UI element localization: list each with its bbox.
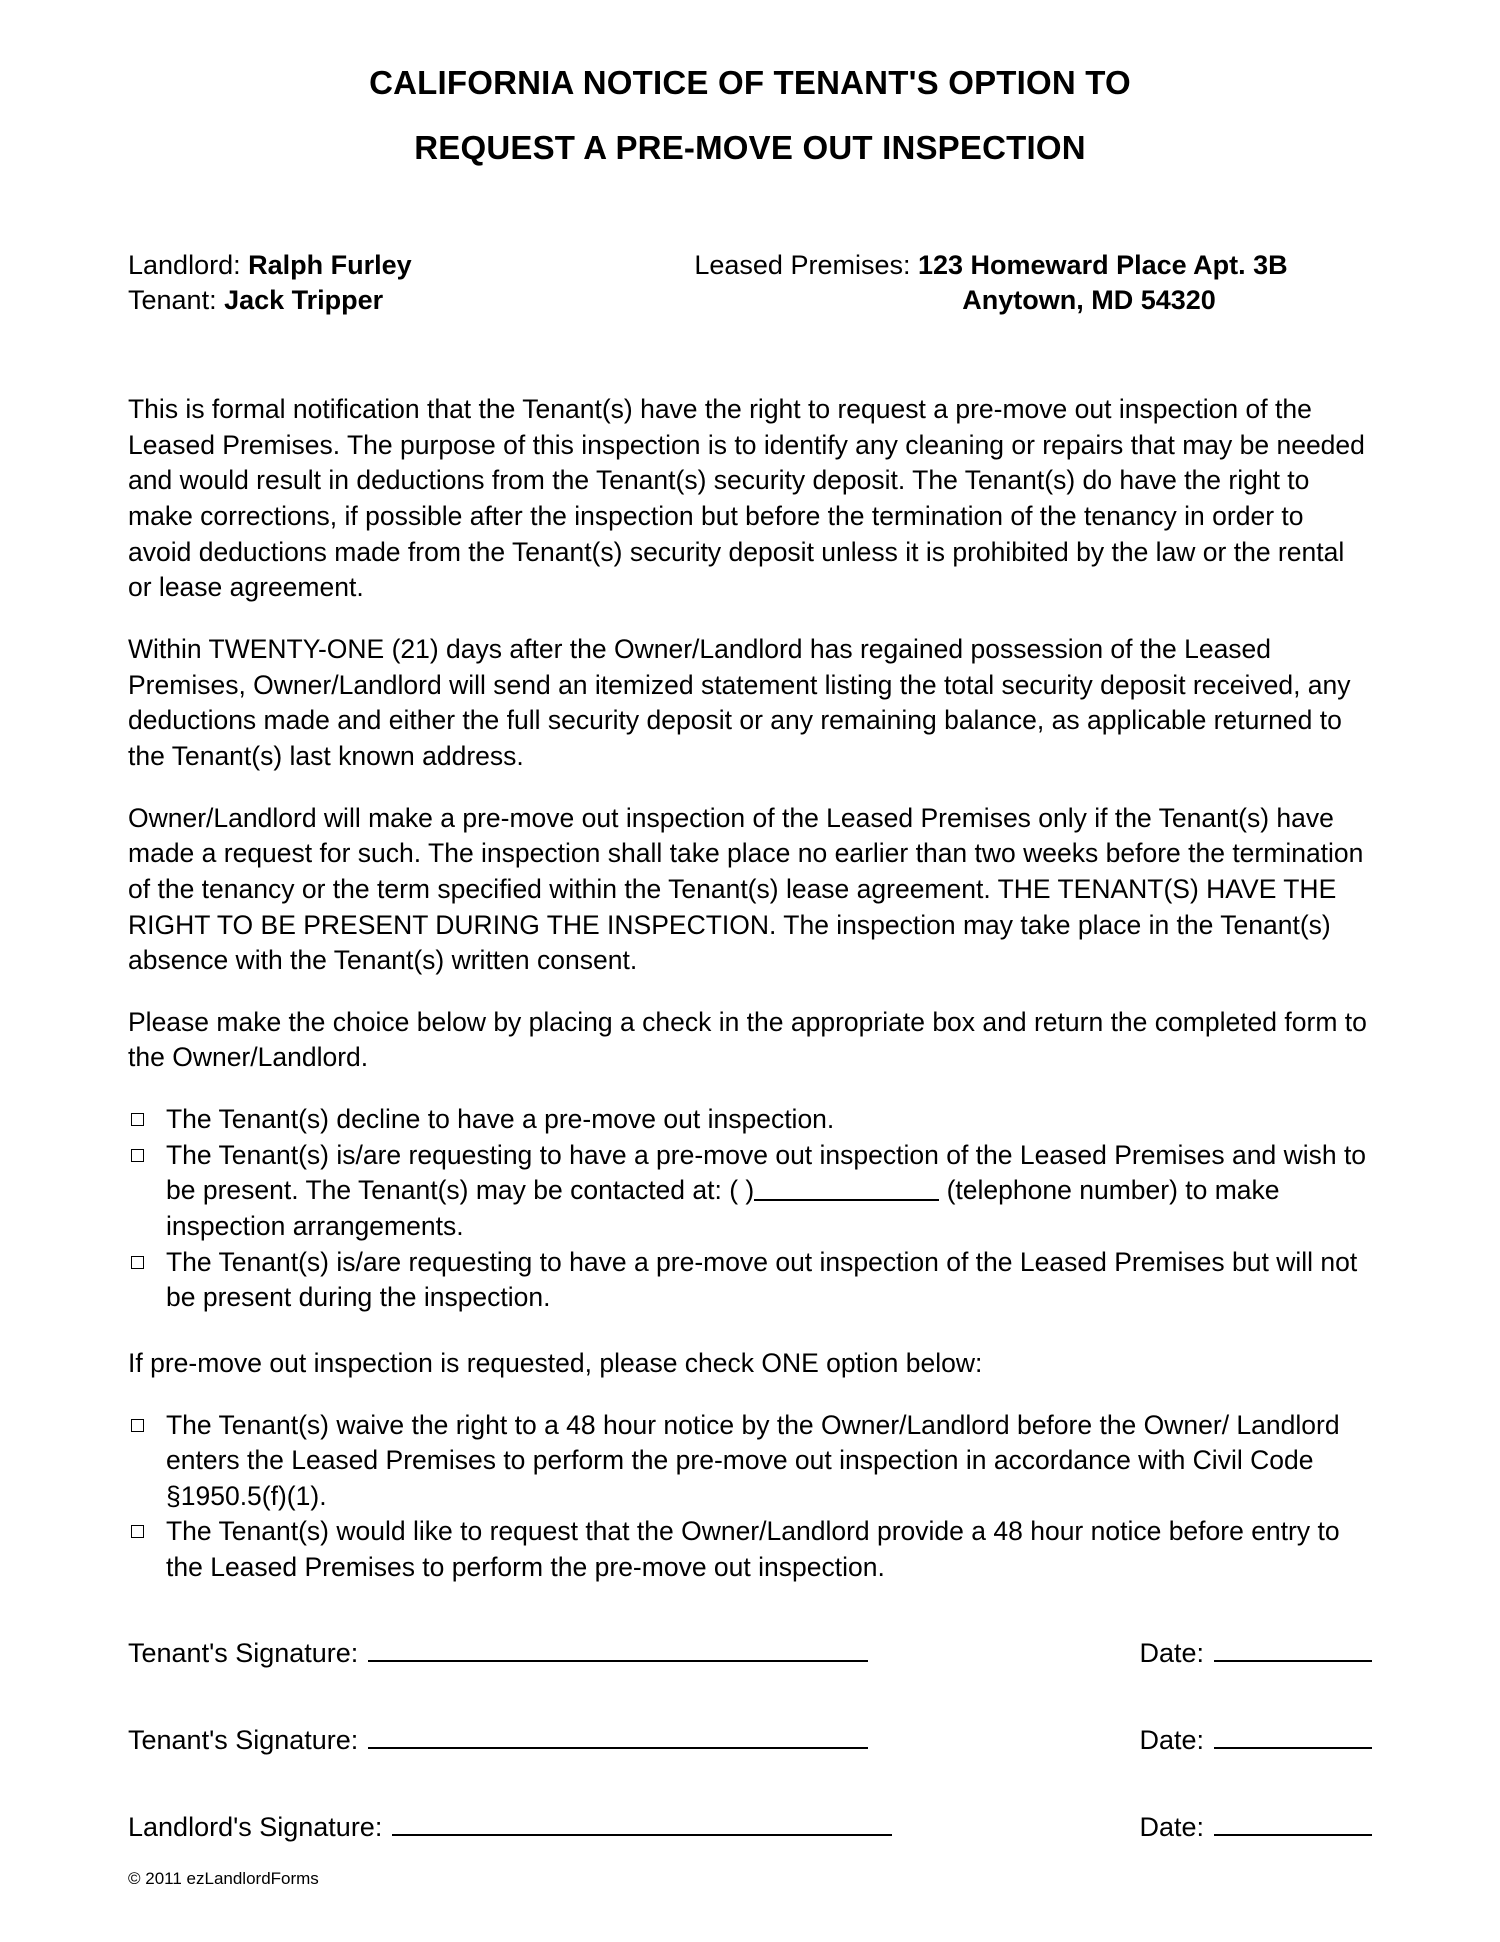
option-request-not-present[interactable] — [128, 1245, 1372, 1316]
signature-row-tenant-1 — [128, 1634, 1372, 1669]
tenant-signature-label-1: Tenant's Signature: — [128, 1637, 359, 1668]
tenant-date-line-2[interactable] — [1214, 1721, 1372, 1749]
checkbox-icon[interactable] — [131, 1113, 144, 1126]
premises-label: Leased Premises: — [694, 250, 911, 280]
checkbox-icon[interactable] — [131, 1419, 144, 1432]
option-decline-inspection[interactable] — [128, 1102, 1372, 1138]
parties-left-column — [128, 248, 598, 318]
signature-row-landlord — [128, 1808, 1372, 1843]
signature-row-tenant-2 — [128, 1721, 1372, 1756]
signature-section — [128, 1634, 1372, 1843]
parties-block — [128, 248, 1372, 318]
tenant-signature-line-2[interactable] — [368, 1721, 868, 1749]
checkbox-icon[interactable] — [131, 1256, 144, 1269]
tenant-signature-line-1[interactable] — [368, 1634, 868, 1662]
tenant-label: Tenant: — [128, 285, 217, 316]
paragraph-4: Please make the choice below by placing a check in the appropriate box and return the completed form to the Owner/Landlord. — [128, 1006, 1367, 1073]
option-request-48-hour-notice[interactable] — [128, 1514, 1372, 1585]
paragraph-2: Within TWENTY-ONE (21) days after the Owner/Landlord has regained possession of the Leased Premises, Owner/Landlord will send an itemized statement listing the total security deposit received, any deductions made and either the full security deposit or any remaining balance, as applicable returned to the Tenant(s) last known address. — [128, 634, 1351, 771]
landlord-name: Ralph Furley — [248, 250, 412, 280]
option-request-48-hour-notice-label: The Tenant(s) would like to request that the Owner/Landlord provide a 48 hour notice before entry to the Leased Premises to perform the pre-move out inspection. — [166, 1516, 1340, 1583]
tenant-date-label-2: Date: — [1139, 1724, 1204, 1755]
title-line-1: CALIFORNIA NOTICE OF TENANT'S OPTION TO — [369, 64, 1131, 101]
option-request-present[interactable] — [128, 1138, 1372, 1245]
landlord-signature-label: Landlord's Signature: — [128, 1811, 383, 1842]
landlord-row — [128, 248, 598, 283]
option-request-not-present-label: The Tenant(s) is/are requesting to have a pre-move out inspection of the Leased Premises but will not be present during the inspection. — [166, 1246, 1358, 1313]
checkbox-icon[interactable] — [131, 1525, 144, 1538]
footer-copyright: © 2011 ezLandlordForms — [128, 1868, 319, 1888]
tenant-name: Jack Tripper — [224, 285, 384, 316]
paragraph-3: Owner/Landlord will make a pre-move out inspection of the Leased Premises only if the Tenant(s) have made a request for such. The inspection shall take place no earlier than two weeks before the termination of the tenancy or the term specified within the Tenant(s) lease agreement. THE TENANT(S) HAVE THE RIGHT TO BE PRESENT DURING THE INSPECTION. The inspection may take place in the Tenant(s) absence with the Tenant(s) written consent. — [128, 802, 1364, 976]
secondary-options-group — [128, 1408, 1372, 1586]
option-waive-48-hour-notice[interactable] — [128, 1408, 1372, 1515]
document-title — [128, 0, 1372, 164]
option-waive-48-hour-notice-label: The Tenant(s) waive the right to a 48 hour notice by the Owner/Landlord before the Owner/ Landlord enters the Leased Premises to perform the pre-move out inspection in accordance with Civil Code §1950.5(f)(1). — [166, 1409, 1340, 1511]
primary-options-group — [128, 1102, 1372, 1316]
document-body — [128, 392, 1372, 1889]
option-request-present-label-part-1: The Tenant(s) is/are requesting to have a pre-move out inspection of the Leased Premises and wish to be present. The Tenant(s) may be contacted at: ( ) — [166, 1139, 1367, 1206]
landlord-date-line[interactable] — [1214, 1808, 1372, 1836]
premises-row — [610, 248, 1372, 283]
parties-right-column — [598, 248, 1372, 318]
document-sheet — [128, 0, 1372, 1942]
tenant-row — [128, 283, 598, 318]
tenant-date-line-1[interactable] — [1214, 1634, 1372, 1662]
paragraph-1: This is formal notification that the Tenant(s) have the right to request a pre-move out inspection of the Leased Premises. The purpose of this inspection is to identify any cleaning or repairs that may be needed and would result in deductions from the Tenant(s) security deposit. The Tenant(s) do have the right to make corrections, if possible after the inspection but before the termination of the tenancy in order to avoid deductions made from the Tenant(s) security deposit unless it is prohibited by the law or the rental or lease agreement. — [128, 394, 1365, 603]
tenant-date-label-1: Date: — [1139, 1637, 1204, 1668]
title-line-2: REQUEST A PRE-MOVE OUT INSPECTION — [414, 129, 1086, 166]
secondary-options-intro: If pre-move out inspection is requested, please check ONE option below: — [128, 1347, 983, 1378]
landlord-date-label: Date: — [1139, 1811, 1204, 1842]
option-decline-inspection-label: The Tenant(s) decline to have a pre-move out inspection. — [166, 1104, 835, 1135]
landlord-label: Landlord: — [128, 250, 241, 280]
premises-address-line-1: 123 Homeward Place Apt. 3B — [917, 250, 1288, 280]
option-request-present-label-part-2: (telephone number) to make inspection arrangements. — [166, 1175, 1280, 1241]
landlord-signature-line[interactable] — [392, 1808, 892, 1836]
telephone-number-blank[interactable] — [754, 1177, 939, 1201]
checkbox-icon[interactable] — [131, 1149, 144, 1162]
tenant-signature-label-2: Tenant's Signature: — [128, 1724, 359, 1755]
premises-address-line-2: Anytown, MD 54320 — [962, 285, 1216, 316]
